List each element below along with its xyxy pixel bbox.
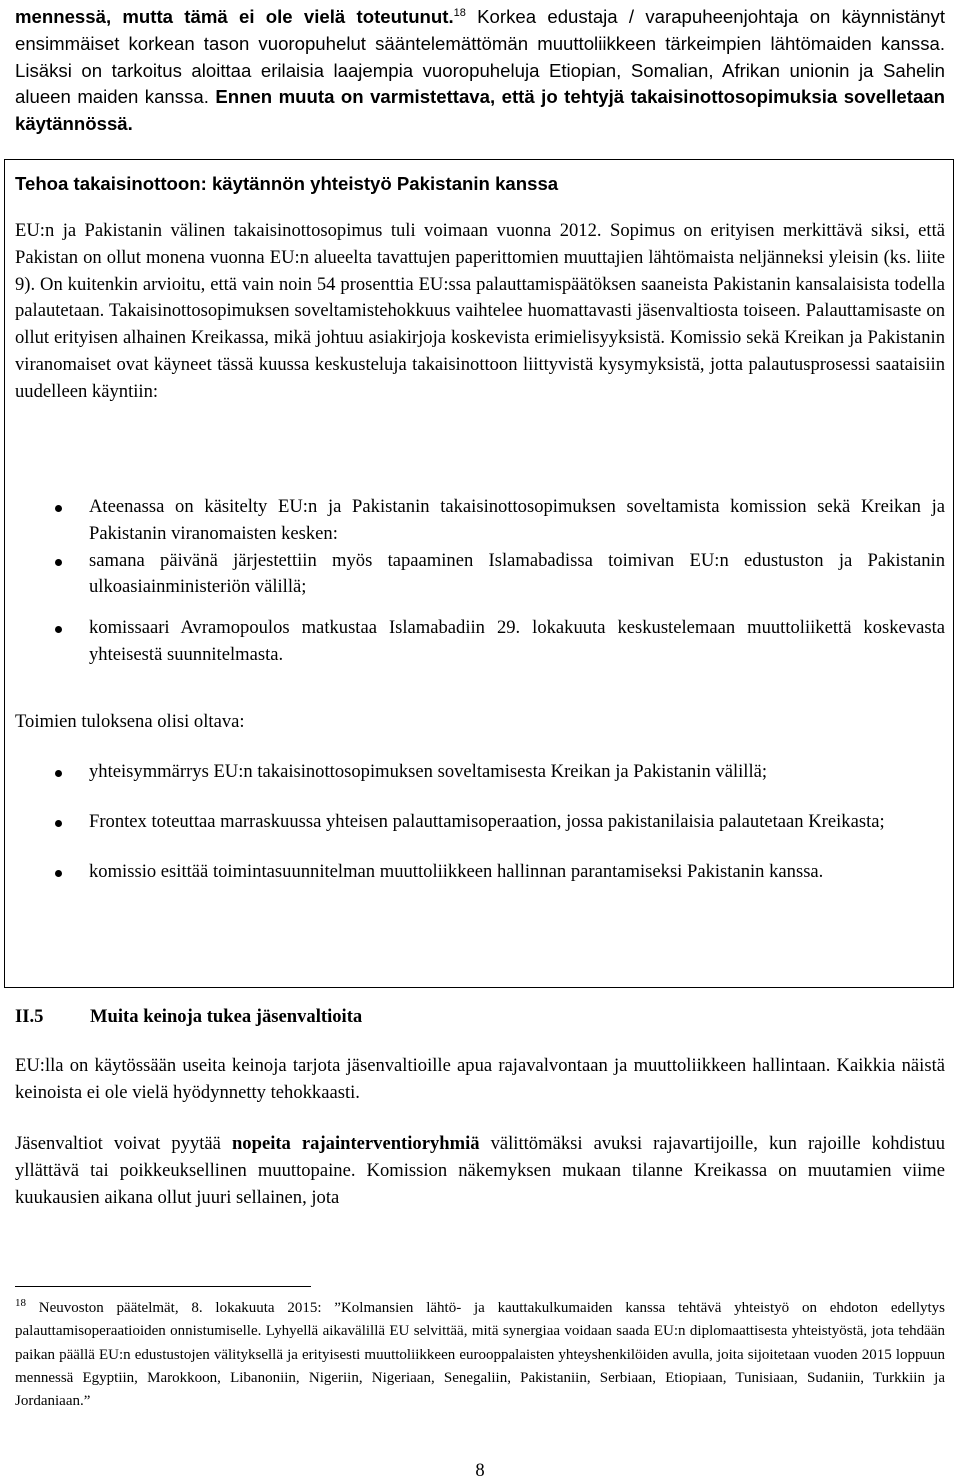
section-paragraph-1: EU:lla on käytössään useita keinoja tarjota jäsenvaltioille apua rajavalvontaan ja muuttoliikkeen hallintaan. Kaikkia näistä keinoista ei ole vielä hyödynnetty tehokkaasti.	[15, 1055, 945, 1103]
section-number: II.5	[15, 1006, 44, 1027]
footnote-ref[interactable]: 18	[453, 6, 466, 19]
list-item: komissio esittää toimintasuunnitelman muuttoliikkeen hallinnan parantamiseksi Pakistanin kanssa.	[15, 859, 945, 886]
footnote-divider	[15, 1286, 311, 1287]
bullet-icon	[55, 820, 62, 827]
box-paragraph: EU:n ja Pakistanin välinen takaisinottosopimus tuli voimaan vuonna 2012. Sopimus on erityisen merkittävä siksi, että Pakistan on ollut monena vuonna EU:n alueelta tavattujen paperittomien muuttajien lähtömaista neljänneksi yleisin (ks. liite 9). On kuitenkin arvioitu, että vain noin 54 prosenttia EU:ssa palauttamispäätöksen saaneista Pakistanin kansalaisista todella palautetaan. Takaisinottosopimuksen soveltamistehokkuus vaihtelee huomattavasti jäsenvaltiosta toiseen. Palauttamisaste on ollut erityisen alhainen Kreikassa, mikä johtuu asiakirjoja koskevista erimielisyyksistä. Komissio sekä Kreikan ja Pakistanin viranomaiset ovat käyneet tässä kuussa keskusteluja takaisinottoon liittyvistä kysymyksistä, jotta palautusprosessi saataisiin uudelleen käyntiin:	[15, 220, 945, 402]
intro-paragraph	[15, 4, 945, 138]
footnote-number: 18	[15, 1297, 26, 1309]
bullet-icon	[55, 626, 62, 633]
bullet-icon	[55, 870, 62, 877]
list-item: yhteisymmärrys EU:n takaisinottosopimuksen soveltamisesta Kreikan ja Pakistanin välillä;	[15, 759, 945, 786]
footnote-text: Neuvoston päätelmät, 8. lokakuuta 2015: ”Kolmansien lähtö- ja kauttakulkumaiden kanssa tehtävä yhteistyö on ehdoton edellytys palauttamisoperaatioiden onnistumiselle. Lyhyellä aikavälillä EU selvittää, mitä synergiaa voidaan saada EU:n diplomaattisesta yhteistyöstä, jota tehdään paikan päällä EU:n edustustojen välityksellä ja erityisesti muuttoliikkeen eurooppalaisten yhteyshenkilöiden avulla, joita sijoitetaan vuoden 2015 loppuun mennessä Egyptiin, Marokkoon, Libanoniin, Nigeriin, Nigeriaan, Senegaliin, Pakistaniin, Serbiaan, Etiopiaan, Tunisiaan, Sudaniin, Turkkiin ja Jordaniaan.”	[15, 1300, 945, 1410]
section-paragraph-2: Jäsenvaltiot voivat pyytää nopeita rajainterventioryhmiä välittömäksi avuksi rajavartijoille, kun rajoille kohdistuu yllättävä tai poikkeuksellinen muuttopaine. Komission näkemyksen mukaan tilanne Kreikassa on muutamien viime kuukausien aikana ollut juuri sellainen, jota	[15, 1133, 945, 1208]
bullet-icon	[55, 559, 62, 566]
intro-bold-start: mennessä, mutta tämä ei ole vielä toteutunut.	[15, 6, 454, 27]
intro-bold-end: Ennen muuta on varmistettava, että jo tehtyjä takaisinottosopimuksia sovelletaan käytännössä.	[15, 86, 945, 135]
results-label: Toimien tuloksena olisi oltava:	[15, 711, 245, 732]
section-title: Muita keinoja tukea jäsenvaltioita	[90, 1006, 363, 1027]
bullet-icon	[55, 770, 62, 777]
list-item: komissaari Avramopoulos matkustaa Islamabadiin 29. lokakuuta keskustelemaan muuttoliikettä koskevasta yhteisestä suunnitelmasta.	[15, 615, 945, 669]
box-bullet-list-2	[15, 759, 945, 885]
list-item: Frontex toteuttaa marraskuussa yhteisen palauttamisoperaation, jossa pakistanilaisia palautetaan Kreikasta;	[15, 809, 945, 836]
rapid-intervention-term: nopeita rajainterventioryhmiä	[231, 1133, 480, 1154]
list-item: Ateenassa on käsitelty EU:n ja Pakistanin takaisinottosopimuksen soveltamista komission sekä Kreikan ja Pakistanin viranomaisten kesken:	[15, 494, 945, 548]
footnote	[15, 1297, 945, 1413]
list-item: samana päivänä järjestettiin myös tapaaminen Islamabadissa toimivan EU:n edustuston ja Pakistanin ulkoasiainministeriön välillä;	[15, 548, 945, 602]
page-number: 8	[475, 1460, 485, 1481]
box-heading: Tehoa takaisinottoon: käytännön yhteistyö Pakistanin kanssa	[15, 173, 559, 194]
bullet-icon	[55, 505, 62, 512]
intro-text: Korkea edustaja / varapuheenjohtaja on käynnistänyt ensimmäiset korkean tason vuoropuhelut sääntelemättömän muuttoliikkeen tärkeimpien lähtömaiden kanssa. Lisäksi on tarkoitus aloittaa erilaisia laajempia vuoropuheluja Etiopian, Somalian, Afrikan unionin ja Sahelin alueen maiden kanssa.	[15, 6, 945, 108]
box-bullet-list-1	[15, 494, 945, 669]
